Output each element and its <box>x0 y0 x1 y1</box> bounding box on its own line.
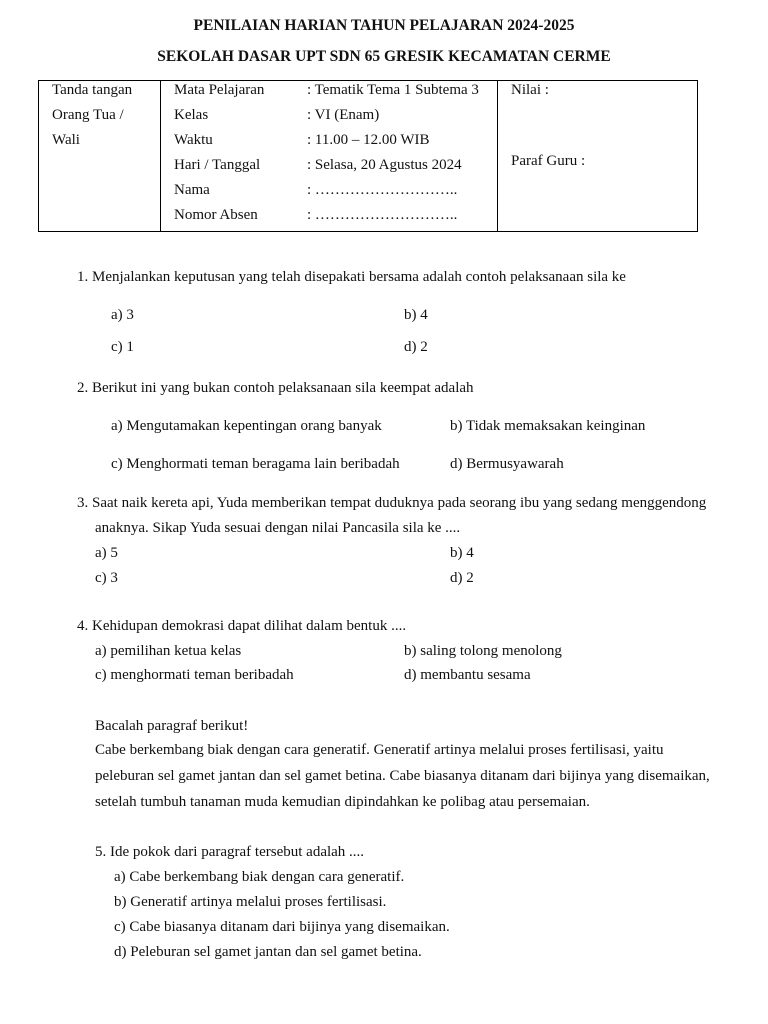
class-value: : VI (Enam) <box>307 107 380 123</box>
time-value: : 11.00 – 12.00 WIB <box>307 132 430 148</box>
subject-value: : Tematik Tema 1 Subtema 3 <box>307 82 479 98</box>
reading-paragraph-line2: peleburan sel gamet jantan dan sel gamet betina. Cabe biasanya ditanam dari bijinya yang disemaikan, <box>95 768 710 784</box>
question-5-text: 5. Ide pokok dari paragraf tersebut adalah .... <box>95 844 365 860</box>
question-2-option-b: b) Tidak memaksakan keinginan <box>450 418 646 434</box>
absence-number-value: : ……………………….. <box>307 207 458 223</box>
question-4-option-a: a) pemilihan ketua kelas <box>95 643 242 659</box>
question-4-option-c: c) menghormati teman beribadah <box>95 667 294 683</box>
question-4-option-d: d) membantu sesama <box>404 667 531 683</box>
signature-label-line1: Tanda tangan <box>52 82 133 98</box>
signature-label-line2: Orang Tua / <box>52 107 124 123</box>
question-2-text: 2. Berikut ini yang bukan contoh pelaksanaan sila keempat adalah <box>77 380 474 396</box>
question-2-option-c: c) Menghormati teman beragama lain beribadah <box>111 456 400 472</box>
question-5-option-a: a) Cabe berkembang biak dengan cara generatif. <box>114 869 405 885</box>
exam-title: PENILAIAN HARIAN TAHUN PELAJARAN 2024-2025 <box>193 17 575 34</box>
question-3-text-line2: anaknya. Sikap Yuda sesuai dengan nilai Pancasila sila ke .... <box>95 520 461 536</box>
reading-instruction: Bacalah paragraf berikut! <box>95 718 249 734</box>
teacher-initial-label: Paraf Guru : <box>511 153 586 169</box>
score-label: Nilai : <box>511 82 549 98</box>
date-value: : Selasa, 20 Agustus 2024 <box>307 157 462 173</box>
date-label: Hari / Tanggal <box>174 157 261 173</box>
question-4-text: 4. Kehidupan demokrasi dapat dilihat dalam bentuk .... <box>77 618 407 634</box>
question-3-option-b: b) 4 <box>450 545 474 561</box>
question-4-option-b: b) saling tolong menolong <box>404 643 562 659</box>
question-1-option-b: b) 4 <box>404 307 428 323</box>
question-2-option-d: d) Bermusyawarah <box>450 456 564 472</box>
signature-label-line3: Wali <box>52 132 80 148</box>
question-1-option-c: c) 1 <box>111 339 134 355</box>
question-2-option-a: a) Mengutamakan kepentingan orang banyak <box>111 418 382 434</box>
question-5-option-b: b) Generatif artinya melalui proses fertilisasi. <box>114 894 387 910</box>
absence-number-label: Nomor Absen <box>174 207 258 223</box>
question-3-option-d: d) 2 <box>450 570 474 586</box>
question-3-text-line1: 3. Saat naik kereta api, Yuda memberikan tempat duduknya pada seorang ibu yang sedang menggendong <box>77 495 707 511</box>
time-label: Waktu <box>174 132 213 148</box>
class-label: Kelas <box>174 107 209 123</box>
info-table <box>38 80 698 232</box>
subject-label: Mata Pelajaran <box>174 82 265 98</box>
name-label: Nama <box>174 182 210 198</box>
school-title: SEKOLAH DASAR UPT SDN 65 GRESIK KECAMATAN CERME <box>157 48 611 65</box>
question-5-option-c: c) Cabe biasanya ditanam dari bijinya yang disemaikan. <box>114 919 450 935</box>
reading-paragraph-line1: Cabe berkembang biak dengan cara generatif. Generatif artinya melalui proses fertilisasi, yaitu <box>95 742 664 758</box>
question-3-option-c: c) 3 <box>95 570 118 586</box>
question-3-option-a: a) 5 <box>95 545 118 561</box>
reading-paragraph-line3: setelah tumbuh tanaman muda kemudian dipindahkan ke polibag atau persemaian. <box>95 794 590 810</box>
question-5-option-d: d) Peleburan sel gamet jantan dan sel gamet betina. <box>114 944 422 960</box>
question-1-text: 1. Menjalankan keputusan yang telah disepakati bersama adalah contoh pelaksanaan sila ke <box>77 269 626 285</box>
question-1-option-a: a) 3 <box>111 307 134 323</box>
question-1-option-d: d) 2 <box>404 339 428 355</box>
name-value: : ……………………….. <box>307 182 458 198</box>
